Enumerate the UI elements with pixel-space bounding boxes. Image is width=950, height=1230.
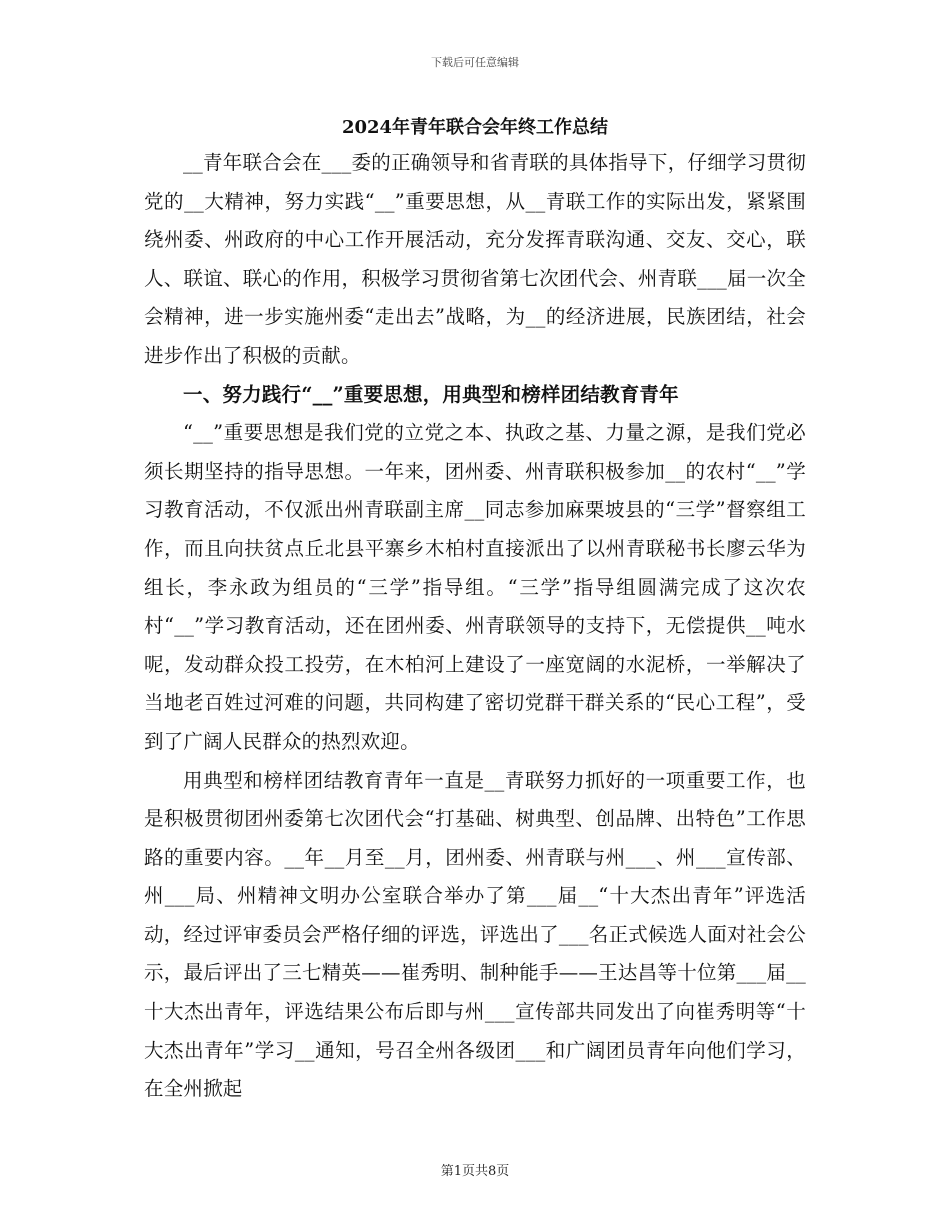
section-1-paragraph-1: “__”重要思想是我们党的立党之本、执政之基、力量之源，是我们党必须长期坚持的指导思想。一年来，团州委、州青联积极参加__的农村“__”学习教育活动，不仅派出州青联副主席__同志参加麻栗坡县的“三学”督察组工作，而且向扶贫点丘北县平寨乡木柏村直接派出了以州青联秘书长廖云华为组长，李永政为组员的“三学”指导组。“三学”指导组圆满完成了这次农村“__”学习教育活动，还在团州委、州青联领导的支持下，无偿提供__吨水呢，发动群众投工投劳，在木柏河上建设了一座宽阔的水泥桥，一举解决了当地老百姓过河难的问题，共同构建了密切党群干群关系的“民心工程”，受到了广阔人民群众的热烈欢迎。 <box>144 421 806 753</box>
section-heading-1: 一、努力践行“__”重要思想，用典型和榜样团结教育青年 <box>183 382 679 406</box>
document-title: 2024年青年联合会年终工作总结 <box>341 117 609 138</box>
section-1-paragraph-2: 用典型和榜样团结教育青年一直是__青联努力抓好的一项重要工作，也是积极贯彻团州委第七次团代会“打基础、树典型、创品牌、出特色”工作思路的重要内容。__年__月至__月，团州委、州青联与州___、州___宣传部、州___局、州精神文明办公室联合举办了第___届__“十大杰出青年”评选活动，经过评审委员会严格仔细的评选，评选出了___名正式候选人面对社会公示，最后评出了三七精英——崔秀明、制种能手——王达昌等十位第___届__十大杰出青年，评选结果公布后即与州___宣传部共同发出了向崔秀明等“十大杰出青年”学习__通知，号召全州各级团___和广阔团员青年向他们学习，在全州掀起 <box>144 768 806 1101</box>
page-number-footer: 第1页共8页 <box>440 1164 510 1179</box>
document-body <box>144 112 806 1109</box>
header-note: 下载后可任意编辑 <box>431 56 519 69</box>
intro-paragraph: __青年联合会在___委的正确领导和省青联的具体指导下，仔细学习贯彻党的__大精神，努力实践“__”重要思想，从__青联工作的实际出发，紧紧围绕州委、州政府的中心工作开展活动，充分发挥青联沟通、交友、交心，联人、联谊、联心的作用，积极学习贯彻省第七次团代会、州青联___届一次全会精神，进一步实施州委“走出去”战略，为__的经济进展，民族团结，社会进步作出了积极的贡献。 <box>144 151 806 367</box>
